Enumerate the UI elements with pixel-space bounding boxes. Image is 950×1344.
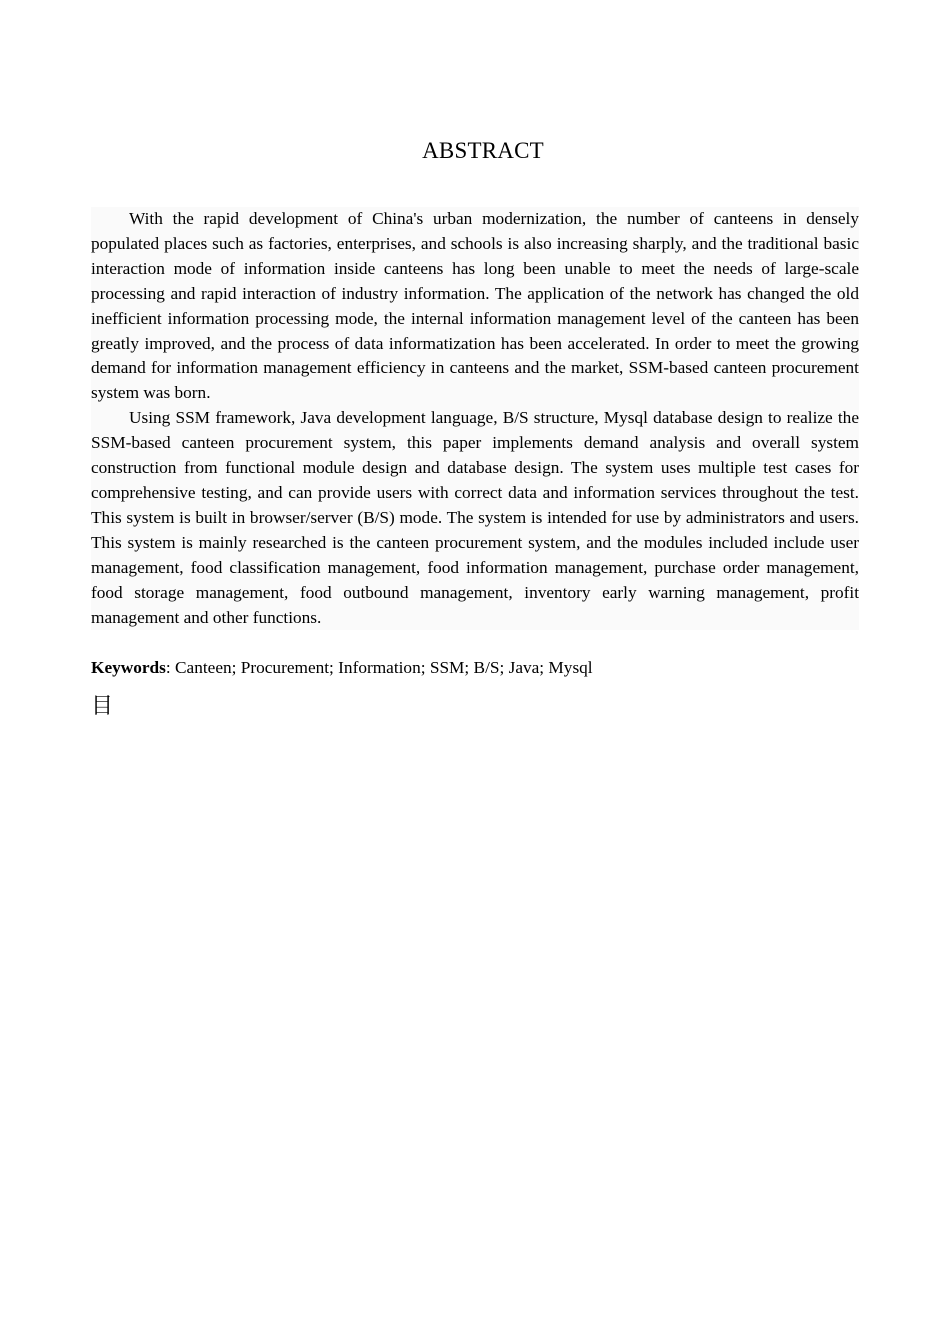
abstract-paragraph-2: Using SSM framework, Java development language, B/S structure, Mysql database design to realize the SSM-based canteen procurement system, this paper implements demand analysis and overall system construction from functional module design and database design. The system uses multiple test cases for comprehensive testing, and can provide users with correct data and information services throughout the test. This system is built in browser/server (B/S) mode. The system is intended for use by administrators and users. This system is mainly researched is the canteen procurement system, and the modules included include user management, food classification management, food information management, purchase order management, food storage management, food outbound management, inventory early warning management, profit management and other functions. — [91, 408, 859, 627]
abstract-title: ABSTRACT — [422, 138, 544, 163]
keywords-label: Keywords — [91, 658, 166, 677]
toc-heading: 目 — [91, 694, 114, 719]
keywords-list: : Canteen; Procurement; Information; SSM; B/S; Java; Mysql — [165, 658, 593, 677]
abstract-paragraph-1: With the rapid development of China's urban modernization, the number of canteens in densely populated places such as factories, enterprises, and schools is also increasing sharply, and the traditional basic interaction mode of information inside canteens has long been unable to meet the needs of large-scale processing and rapid interaction of industry information. The application of the network has changed the old inefficient information processing mode, the internal information management level of the canteen has been greatly improved, and the process of data informatization has been accelerated. In order to meet the growing demand for information management efficiency in canteens and the market, SSM-based canteen procurement system was born. — [91, 209, 859, 403]
abstract-body — [91, 207, 859, 630]
keywords-line — [91, 656, 859, 681]
